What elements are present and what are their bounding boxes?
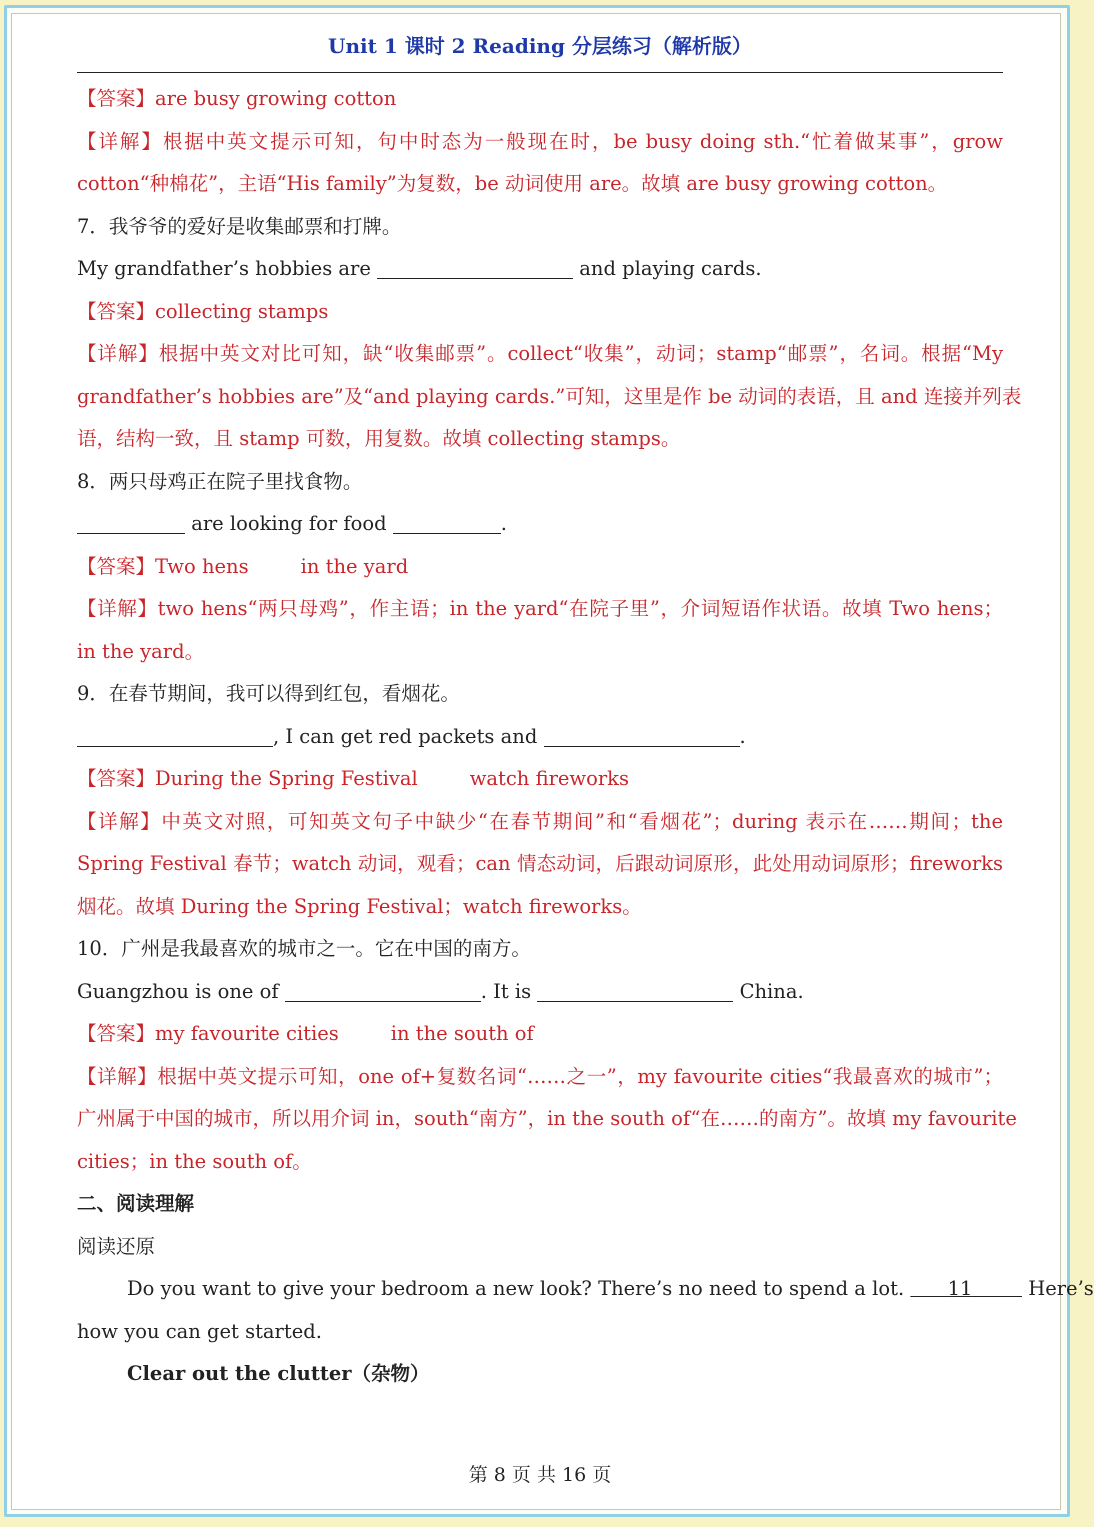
answer-6: 【答案】are busy growing cotton — [77, 87, 397, 110]
blank-11-number: 11 — [947, 1277, 973, 1300]
question-10-text-c: China. — [739, 979, 804, 1003]
question-10: 10．广州是我最喜欢的城市之一。它在中国的南方。 — [77, 937, 531, 960]
document-body — [77, 78, 1094, 1396]
explanation-10-line-1: 【详解】根据中英文提示可知，one of+复数名词“……之一”，my favourite cities“我最喜欢的城市”； — [77, 1064, 1003, 1088]
question-7-text-b: and playing cards. — [579, 257, 762, 280]
explanation-7-line-1: 【详解】根据中英文对比可知，缺“收集邮票”。collect“收集”，动词；stamp“邮票”，名词。根据“My — [77, 342, 1003, 365]
answer-8-part-b: in the yard — [300, 554, 409, 578]
question-8-text-b: . — [500, 512, 507, 535]
passage-text-a: Do you want to give your bedroom a new look? There’s no need to spend a lot. — [127, 1277, 905, 1300]
question-9-sentence — [77, 716, 1003, 759]
explanation-6-line-1: 【详解】根据中英文提示可知，句中时态为一般现在时，be busy doing sth.“忙着做某事”，grow — [77, 129, 1003, 153]
answer-10-part-b: in the south of — [390, 1022, 534, 1045]
question-10-sentence — [77, 971, 1003, 1014]
answer-10-part-a: 【答案】my favourite cities — [77, 1022, 339, 1045]
page-number-footer: 第 8 页 共 16 页 — [468, 1464, 612, 1486]
blank-11 — [910, 1277, 1022, 1300]
question-7: 7．我爷爷的爱好是收集邮票和打牌。 — [77, 214, 402, 238]
question-8-text-a: are looking for food — [191, 512, 387, 535]
sub-heading: 阅读还原 — [77, 1234, 156, 1258]
explanation-8-line-1: 【详解】two hens“两只母鸡”，作主语；in the yard“在院子里”，介词短语作状语。故填 Two hens； — [77, 597, 1003, 620]
blank-10a — [285, 979, 481, 1002]
passage-line-2: how you can get started. — [77, 1319, 322, 1343]
question-9-text-a: , I can get red packets and — [273, 724, 538, 748]
page-header-title: Unit 1 课时 2 Reading 分层练习（解析版） — [328, 34, 752, 58]
blank-7 — [377, 256, 573, 279]
answer-9 — [77, 758, 1003, 801]
explanation-8-line-2: in the yard。 — [77, 639, 205, 663]
explanation-10-line-2: 广州属于中国的城市，所以用介词 in，south“南方”，in the south of“在……的南方”。故填 my favourite — [77, 1107, 1017, 1130]
question-9: 9．在春节期间，我可以得到红包，看烟花。 — [77, 682, 460, 705]
blank-8b — [393, 511, 501, 534]
blank-8a — [77, 511, 185, 534]
passage-text-b: Here’s — [1028, 1277, 1094, 1300]
explanation-6-line-2: cotton“种棉花”，主语“His family”为复数，be 动词使用 are。故填 are busy growing cotton。 — [77, 172, 948, 195]
section-2-heading: 二、阅读理解 — [77, 1192, 195, 1215]
answer-7: 【答案】collecting stamps — [77, 299, 329, 323]
explanation-7-line-3: 语，结构一致，且 stamp 可数，用复数。故填 collecting stamps。 — [77, 427, 681, 450]
question-8-sentence — [77, 503, 1003, 546]
passage-subheading: Clear out the clutter（杂物） — [127, 1362, 430, 1385]
question-7-text-a: My grandfather’s hobbies are — [77, 257, 371, 280]
answer-8 — [77, 546, 1003, 589]
blank-9a — [77, 724, 273, 747]
blank-10b — [537, 979, 733, 1002]
question-9-text-b: . — [739, 724, 746, 748]
answer-9-part-b: watch fireworks — [469, 767, 630, 790]
blank-9b — [544, 724, 740, 747]
answer-10 — [77, 1013, 1003, 1056]
header-divider — [77, 72, 1003, 73]
answer-9-part-a: 【答案】During the Spring Festival — [77, 767, 418, 790]
question-8: 8．两只母鸡正在院子里找食物。 — [77, 469, 363, 493]
question-10-text-a: Guangzhou is one of — [77, 979, 279, 1003]
explanation-7-line-2: grandfather’s hobbies are”及“and playing cards.”可知，这里是作 be 动词的表语，且 and 连接并列表 — [77, 384, 1022, 408]
passage-line-1 — [77, 1268, 1094, 1311]
explanation-10-line-3: cities；in the south of。 — [77, 1149, 312, 1173]
explanation-9-line-2: Spring Festival 春节；watch 动词，观看；can 情态动词，后跟动词原形，此处用动词原形；fireworks — [77, 852, 1003, 875]
question-10-text-b: . It is — [480, 979, 532, 1003]
answer-8-part-a: 【答案】Two hens — [77, 554, 249, 578]
explanation-9-line-1: 【详解】中英文对照，可知英文句子中缺少“在春节期间”和“看烟花”；during 表示在……期间；the — [77, 809, 1003, 833]
explanation-9-line-3: 烟花。故填 During the Spring Festival；watch fireworks。 — [77, 894, 642, 918]
question-7-sentence — [77, 248, 1003, 291]
